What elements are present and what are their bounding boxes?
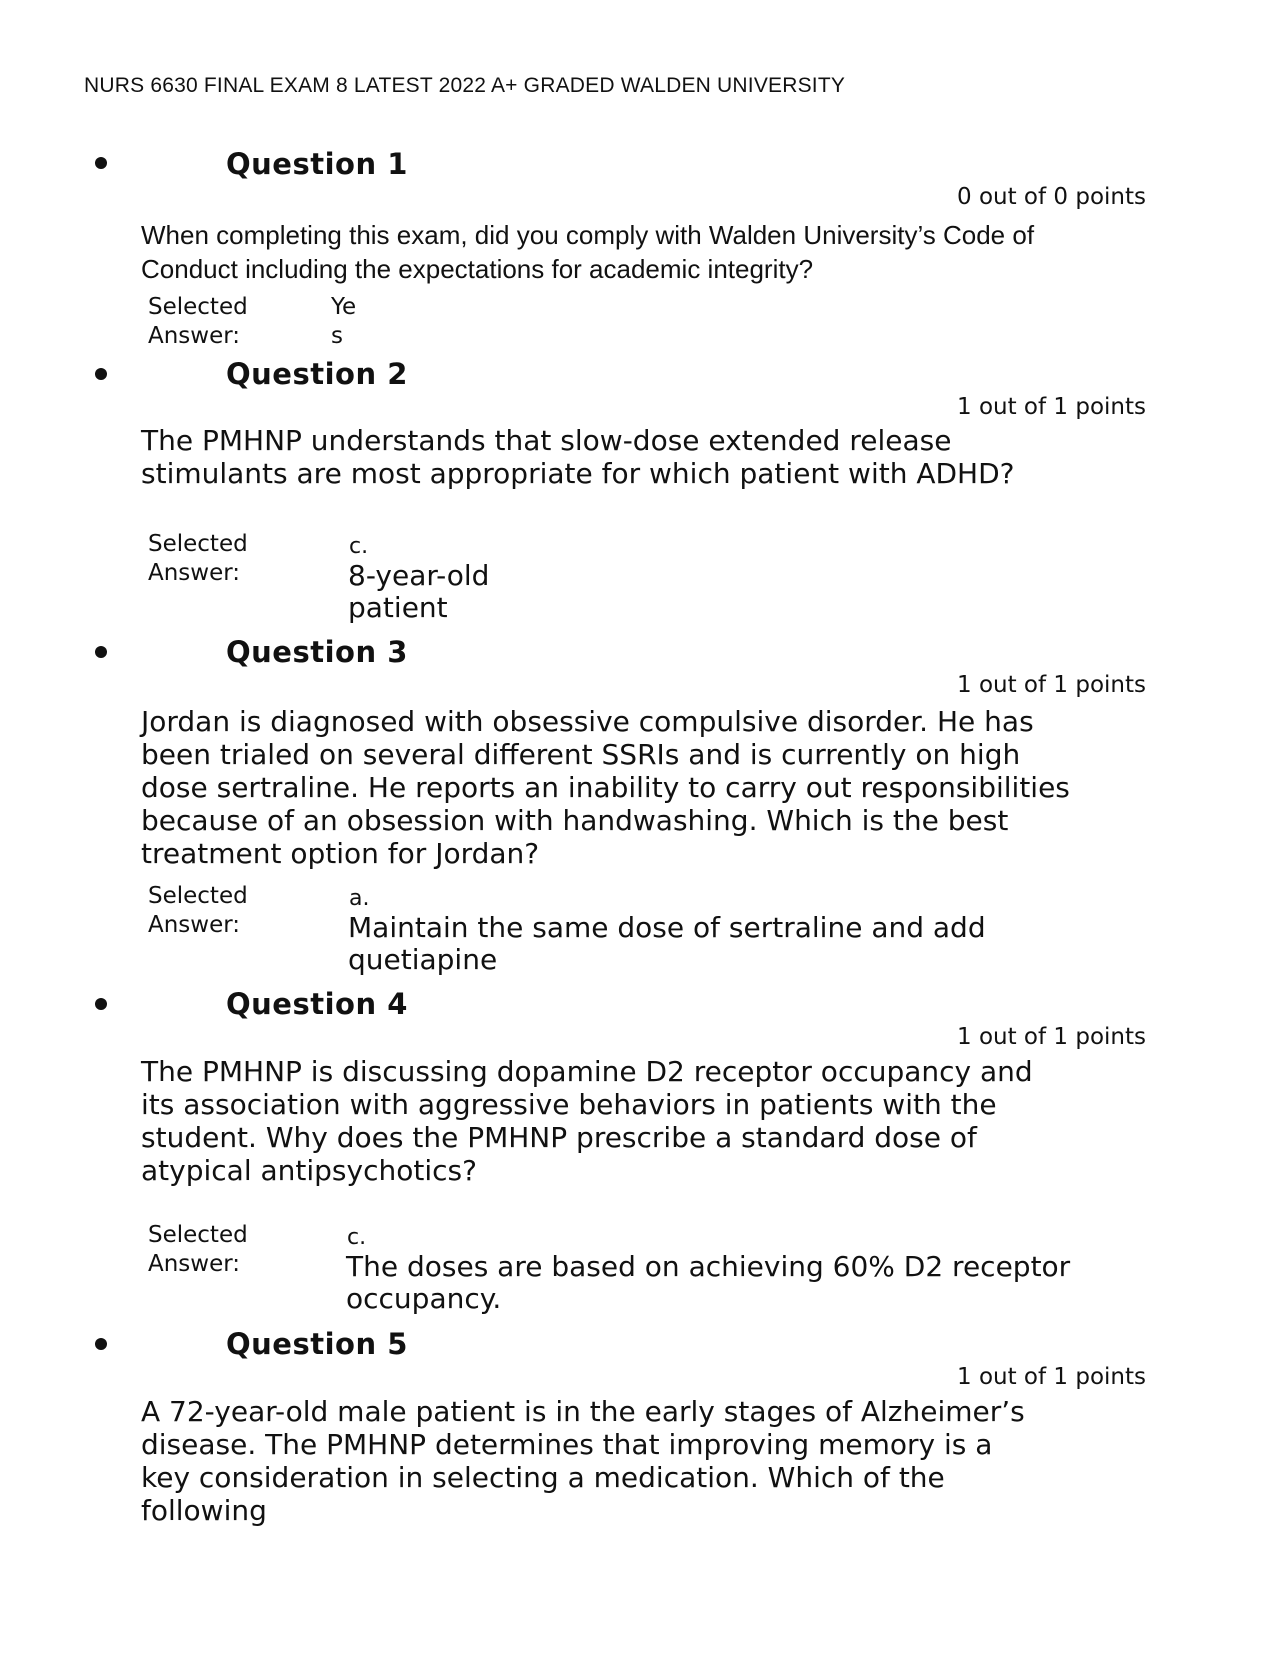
document-header: NURS 6630 FINAL EXAM 8 LATEST 2022 A+ GRADED WALDEN UNIVERSITY: [84, 74, 846, 97]
question-points: 1 out of 1 points: [957, 394, 1146, 420]
question-title: Question 3: [226, 635, 408, 669]
question-points: 0 out of 0 points: [957, 184, 1146, 210]
selected-answer-letter: c.: [347, 1225, 367, 1250]
question-text: The PMHNP is discussing dopamine D2 receptor occupancy and its association with aggressive behaviors in patients with the student. Why does the PMHNP prescribe a standard dose of atypical antipsychotics?: [141, 1055, 1033, 1187]
question-title: Question 2: [226, 357, 408, 391]
selected-answer-label: Selected Answer:: [148, 883, 248, 938]
selected-answer-label: Selected Answer:: [148, 294, 248, 349]
selected-answer-letter: a.: [349, 886, 370, 911]
bullet-icon: [95, 157, 107, 169]
bullet-icon: [95, 646, 107, 658]
selected-answer-letter: c.: [349, 534, 369, 559]
selected-answer-label: Selected Answer:: [148, 531, 248, 586]
question-text: A 72-year-old male patient is in the early stages of Alzheimer’s disease. The PMHNP determines that improving memory is a key consideration in selecting a medication. Which of the following: [141, 1395, 1025, 1527]
question-points: 1 out of 1 points: [957, 672, 1146, 698]
question-title: Question 1: [226, 147, 408, 181]
selected-answer-text: 8-year-old patient: [348, 559, 490, 624]
question-text: The PMHNP understands that slow-dose extended release stimulants are most appropriate for which patient with ADHD?: [141, 424, 1015, 490]
selected-answer-text: Maintain the same dose of sertraline and add quetiapine: [348, 911, 986, 976]
selected-answer-text: Ye s: [331, 294, 357, 349]
bullet-icon: [95, 998, 107, 1010]
question-points: 1 out of 1 points: [957, 1024, 1146, 1050]
question-text: Jordan is diagnosed with obsessive compulsive disorder. He has been trialed on several different SSRIs and is currently on high dose sertraline. He reports an inability to carry out responsibilities because of an obsession with handwashing. Which is the best treatment option for Jordan?: [141, 705, 1070, 870]
selected-answer-text: The doses are based on achieving 60% D2 receptor occupancy.: [346, 1250, 1071, 1315]
bullet-icon: [95, 1338, 107, 1350]
selected-answer-label: Selected Answer:: [148, 1222, 248, 1277]
question-title: Question 5: [226, 1327, 408, 1361]
bullet-icon: [95, 368, 107, 380]
question-text: When completing this exam, did you comply with Walden University’s Code of Conduct including the expectations for academic integrity?: [141, 220, 1035, 284]
question-title: Question 4: [226, 987, 408, 1021]
question-points: 1 out of 1 points: [957, 1364, 1146, 1390]
